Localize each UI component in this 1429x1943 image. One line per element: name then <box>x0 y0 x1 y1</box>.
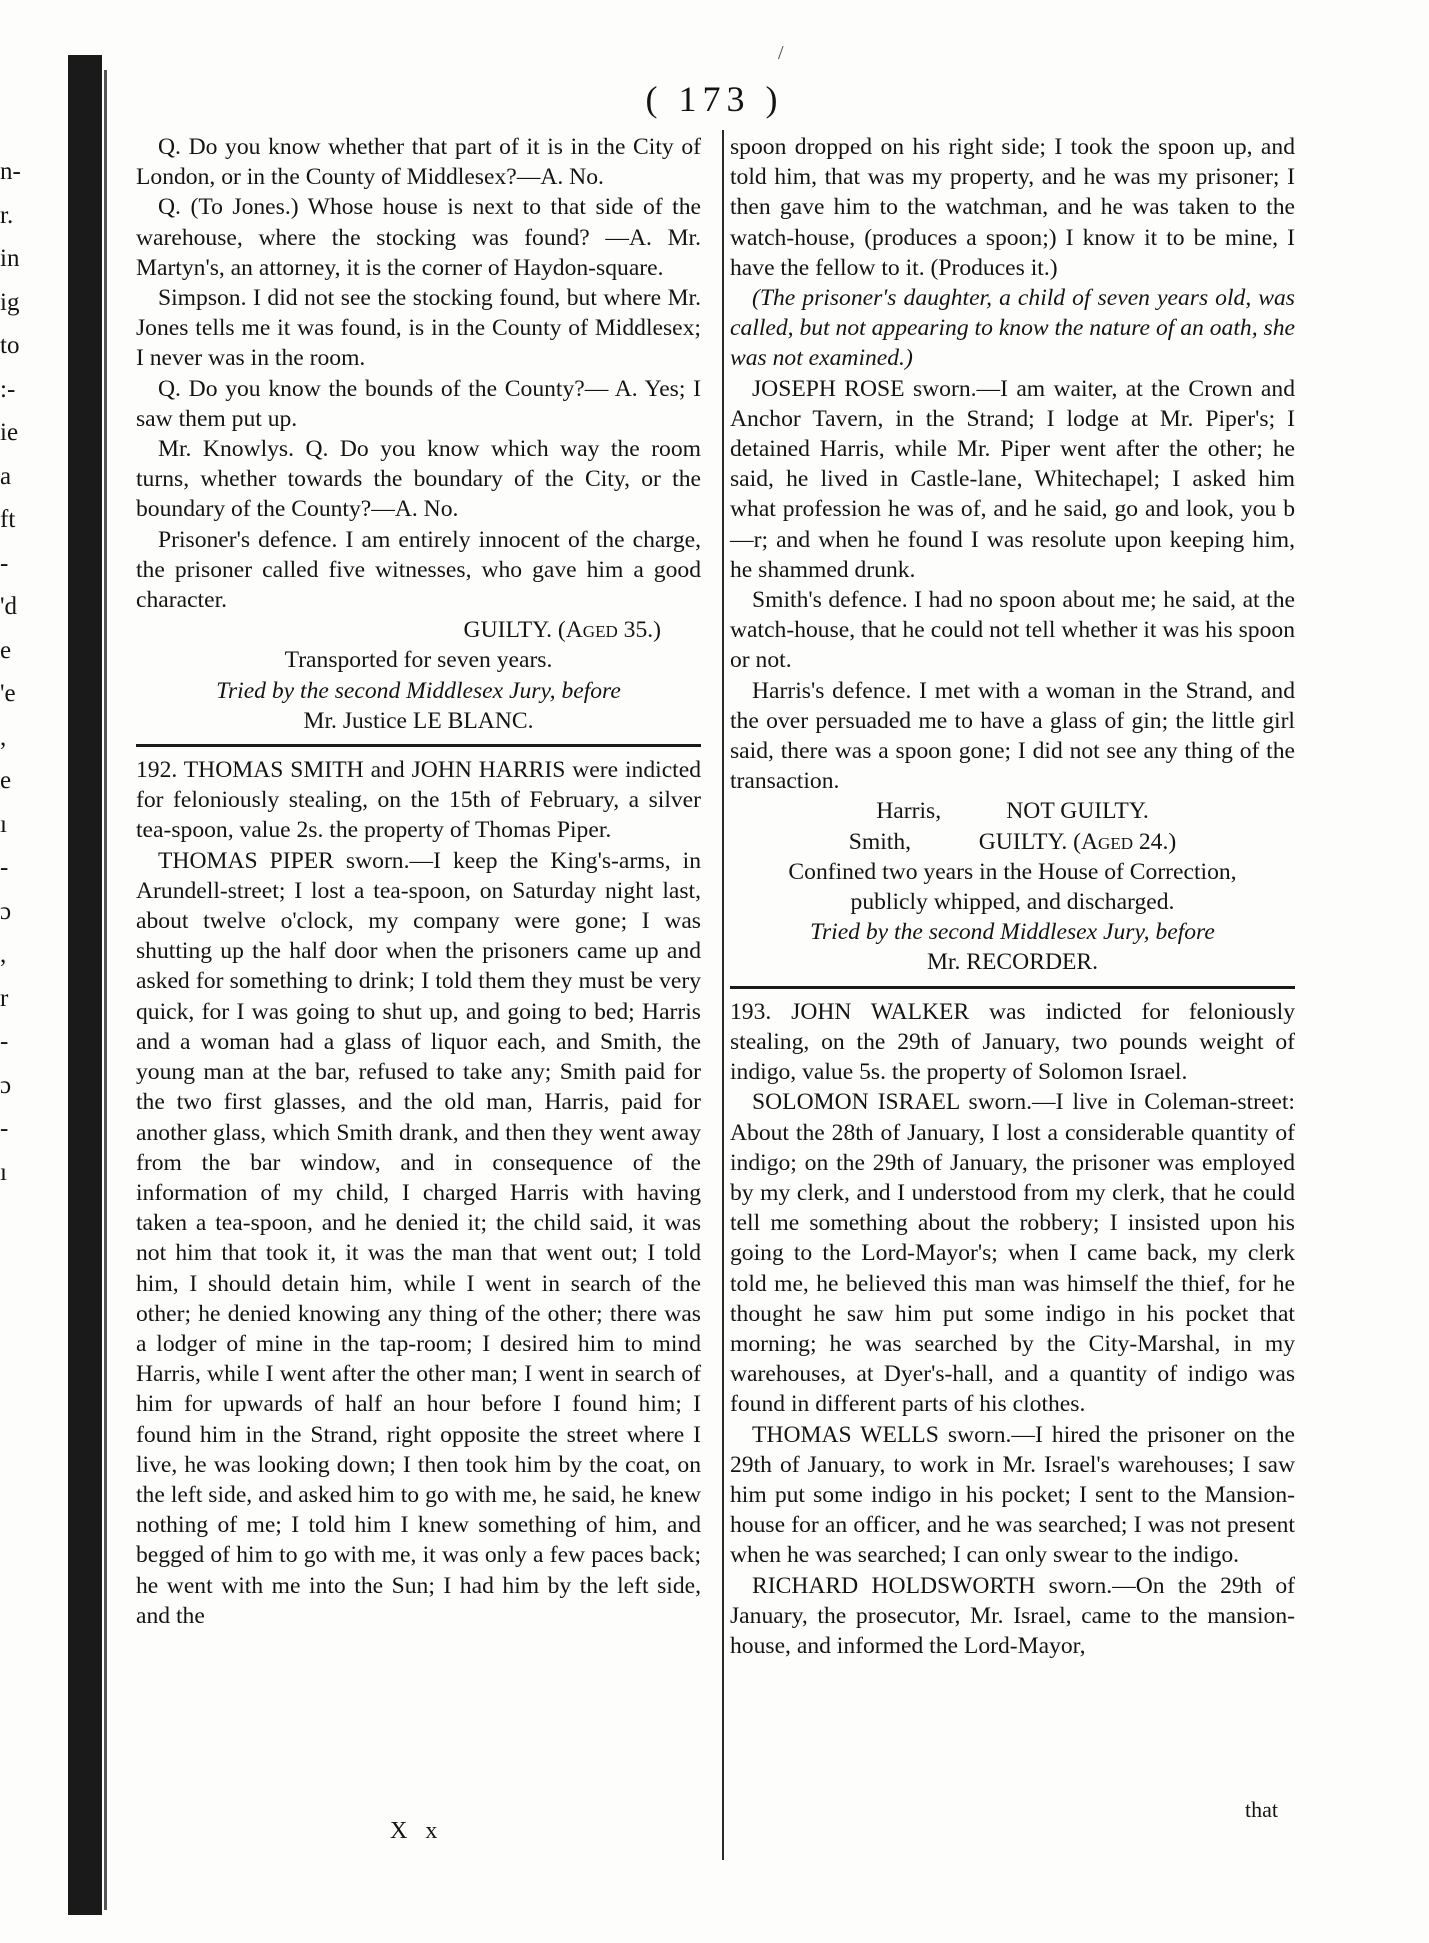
margin-fragment: - <box>0 1115 9 1142</box>
margin-fragment: , <box>0 941 7 968</box>
verdict: GUILTY. (Aged 24.) <box>978 828 1177 855</box>
margin-fragment: ı <box>0 810 7 838</box>
case-heading: 193. JOHN WALKER was indicted for feloniously stealing, on the 29th of January, two pounds weight of indigo, value 5s. the property of Solomon Israel. <box>730 998 1295 1086</box>
margin-fragment: ig <box>0 288 20 316</box>
verdict: NOT GUILTY. <box>1006 798 1149 825</box>
testimony: RICHARD HOLDSWORTH sworn.—On the 29th of January, the prosecutor, Mr. Israel, came to the mansion-house, and informed the Lord-Mayor, <box>730 1572 1295 1659</box>
margin-fragment: ɔ <box>0 1071 12 1099</box>
paragraph: Mr. Knowlys. Q. Do you know which way the room turns, whether towards the boundary of the City, or the boundary of the County?—A. No. <box>136 436 701 523</box>
binding-edge <box>104 70 107 1910</box>
paragraph: Simpson. I did not see the stocking found, but where Mr. Jones tells me it was found, is in the County of Middlesex; I never was in the room. <box>136 285 701 372</box>
margin-fragment: ie <box>0 419 19 446</box>
paragraph: Q. Do you know the bounds of the County?— A. Yes; I saw them put up. <box>136 375 701 432</box>
testimony: THOMAS PIPER sworn.—I keep the King's-arms, in Arundell-street; I lost a tea-spoon, on Saturday night last, about twelve o'clock, my company were gone; I was shutting up the half door when the prisoners came up and asked for something to drink; I told them they must be very quick, for I was going to shut up, and going to bed; Harris and a woman had a glass of liquor each, and Smith, the young man at the bar, refused to take any; Smith paid for the two first glasses, and the old man, Harris, paid for another glass, which Smith drank, and then they went away from the bar window, and in consequence of the information of my child, I charged Harris with having taken a tea-spoon, and he denied it; the child said, it was not him that took it, it was the man that went out; I told him, I should detain him, while I went in search of the other; he denied knowing any thing of the other; there was a lodger of mine in the tap-room; I desired him to mind Harris, while I went after the other man; I went in search of him for upwards of half an hour before I found him; I found him in the Strand, right opposite the street where I live, he was looking down; I then took him by the coat, on the left side, and asked him to go with me, he said, he knew nothing of me; I told him I knew something of him, and begged of him to go with me, it was only a few paces back; he went with me into the Sun; I had him by the left side, and the <box>136 847 701 1629</box>
judge-line: Mr. RECORDER. <box>926 949 1099 976</box>
paragraph: Q. (To Jones.) Whose house is next to that side of the warehouse, where the stocking was found? —A. Mr. Martyn's, an attorney, it is the corner of Haydon-square. <box>136 194 701 281</box>
testimony: SOLOMON ISRAEL sworn.—I live in Coleman-street: About the 28th of January, I lost a considerable quantity of indigo; on the 29th of January, the prisoner was employed by my clerk, and I understood from my clerk, that he could tell me something about the robbery; I insisted upon his going to the Lord-Mayor's; when I came back, my clerk told me, he believed this man was himself the thief, for he thought he saw him put some indigo in his pocket that morning; he was searched by the City-Marshal, in my warehouses, at Dyer's-hall, and a quantity of indigo was found in different parts of his clothes. <box>730 1089 1295 1418</box>
margin-fragment: 'e <box>0 680 16 707</box>
margin-fragment: ı <box>0 1158 7 1186</box>
margin-fragment: in <box>0 245 20 272</box>
paragraph: Prisoner's defence. I am entirely innocent of the charge, the prisoner called five witnesses, who gave him a good character. <box>136 526 701 614</box>
margin-fragment: - <box>0 854 9 881</box>
paragraph: Harris's defence. I met with a woman in the Strand, and the over persuaded me to have a glass of gin; the little girl said, there was a spoon gone; I did not see any thing of the transaction. <box>730 677 1295 795</box>
margin-fragment: - <box>0 1028 9 1055</box>
margin-fragment: to <box>0 332 20 359</box>
margin-fragment: a <box>0 462 12 490</box>
binding-shadow <box>68 55 102 1915</box>
margin-fragment: e <box>0 636 12 664</box>
defendant-name: Smith, <box>848 828 912 855</box>
margin-fragment: 'd <box>0 593 18 620</box>
stray-mark: / <box>778 42 784 64</box>
margin-fragment: :- <box>0 375 16 403</box>
margin-fragment: e <box>0 767 12 794</box>
column-divider <box>722 130 724 1860</box>
signature-mark: X x <box>390 1818 444 1844</box>
verdict-row <box>730 796 1295 826</box>
catchword: that <box>1245 1797 1278 1822</box>
verdict-row <box>730 827 1295 857</box>
section-rule <box>730 986 1295 989</box>
defendant-name: Harris, <box>876 798 942 825</box>
margin-fragment: r. <box>0 201 14 229</box>
testimony: JOSEPH ROSE sworn.—I am waiter, at the Crown and Anchor Tavern, in the Strand; I lodge at Mr. Piper's; I detained Harris, while Mr. Piper went after the other; he said, he lived in Castle-lane, Whitechapel; I asked him what profession he was of, and he said, go and look, you b—r; and when he found I was resolute upon keeping him, he shammed drunk. <box>730 375 1295 583</box>
margin-fragment: n- <box>0 158 21 185</box>
section-rule <box>136 744 701 747</box>
margin-fragment: - <box>0 549 9 577</box>
note: (The prisoner's daughter, a child of seven years old, was called, but not appearing to know the nature of an oath, she was not examined.) <box>730 285 1295 372</box>
page-number: ( 173 ) <box>645 79 784 119</box>
paragraph: Smith's defence. I had no spoon about me; he said, at the watch-house, that he could not tell whether it was his spoon or not. <box>730 587 1295 674</box>
testimony: THOMAS WELLS sworn.—I hired the prisoner on the 29th of January, to work in Mr. Israel's warehouses; I saw him put some indigo in his pocket; I sent to the Mansion-house for an officer, and he was searched; I was not present when he was searched; I can only swear to the indigo. <box>730 1421 1295 1569</box>
paragraph: spoon dropped on his right side; I took the spoon up, and told him, that was my property, and he was my prisoner; I then gave him to the watchman, and he was taken to the watch-house, (produces a spoon;) I know it to be mine, I have the fellow to it. (Produces it.) <box>730 134 1295 281</box>
sentence: Confined two years in the House of Correction, <box>788 858 1237 885</box>
sentence: Transported for seven years. <box>284 647 553 674</box>
right-column <box>730 132 1295 1661</box>
facing-page-margin <box>0 150 36 1194</box>
sentence: publicly whipped, and discharged. <box>850 889 1175 916</box>
margin-fragment: r <box>0 984 9 1012</box>
left-column <box>136 132 701 1631</box>
jury-line: Tried by the second Middlesex Jury, before <box>216 677 621 704</box>
case-heading: 192. THOMAS SMITH and JOHN HARRIS were indicted for feloniously stealing, on the 15th of February, a silver tea-spoon, value 2s. the property of Thomas Piper. <box>136 757 701 844</box>
paragraph: Q. Do you know whether that part of it is in the City of London, or in the County of Middlesex?—A. No. <box>136 134 701 191</box>
margin-fragment: ɔ <box>0 897 12 925</box>
margin-fragment: ft <box>0 506 16 533</box>
verdict: GUILTY. (Aged 35.) <box>463 617 661 644</box>
judge-line: Mr. Justice LE BLANC. <box>303 707 534 734</box>
margin-fragment: , <box>0 723 7 751</box>
jury-line: Tried by the second Middlesex Jury, before <box>810 919 1215 946</box>
